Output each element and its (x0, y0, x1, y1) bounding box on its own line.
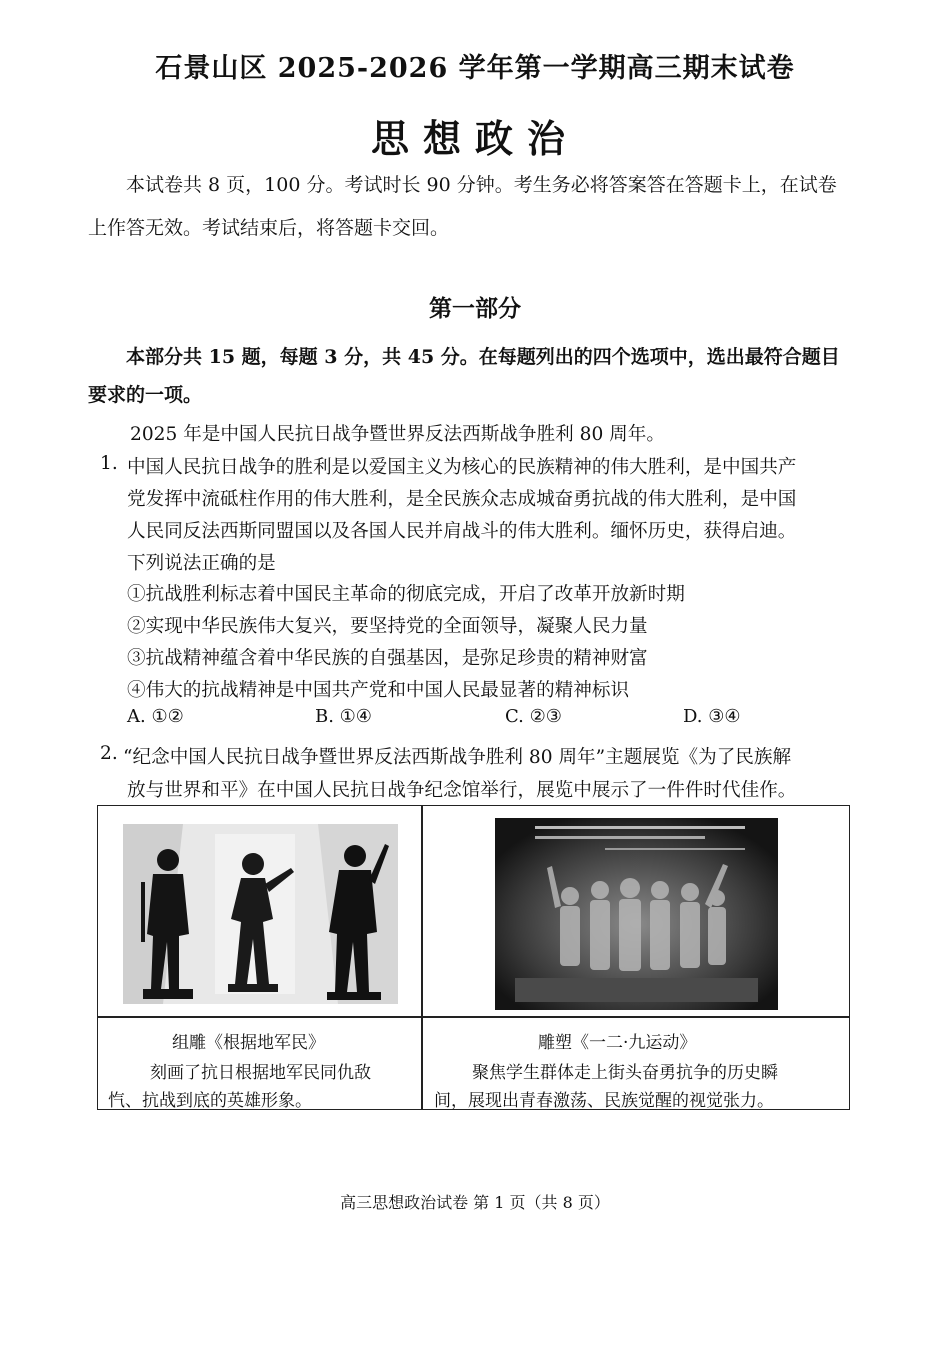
q1-item-2: ②实现中华民族伟大复兴，要坚持党的全面领导，凝聚人民力量 (127, 616, 648, 637)
right-artwork-title: 雕塑《一二·九运动》 (538, 1033, 697, 1053)
instructions-line-2: 上作答无效。考试结束后，将答题卡交回。 (88, 217, 450, 239)
left-artwork-desc-line-1: 刻画了抗日根据地军民同仇敌 (150, 1063, 371, 1083)
q1-stem-line-1: 中国人民抗日战争的胜利是以爱国主义为核心的民族精神的伟大胜利，是中国共产 (127, 457, 797, 478)
q1-item-1: ①抗战胜利标志着中国民主革命的彻底完成，开启了改革开放新时期 (127, 584, 685, 605)
left-artwork-desc-line-2: 忾、抗战到底的英雄形象。 (108, 1091, 312, 1111)
relief-sculpture-photo (495, 818, 778, 1010)
table-vertical-divider (421, 806, 423, 1109)
q1-stem-line-2: 党发挥中流砥柱作用的伟大胜利，是全民族众志成城奋勇抗战的伟大胜利，是中国 (127, 489, 797, 510)
q1-stem-line-3: 人民同反法西斯同盟国以及各国人民并肩战斗的伟大胜利。缅怀历史，获得启迪。 (127, 521, 797, 542)
instructions-line-1: 本试卷共 8 页，100 分。考试时长 90 分钟。考生务必将答案答在答题卡上，在试卷 (126, 174, 837, 196)
right-artwork-desc-line-1: 聚焦学生群体走上街头奋勇抗争的历史瞬 (472, 1063, 778, 1083)
artwork-table (97, 805, 850, 1110)
subject-title: 思想政治 (370, 116, 579, 161)
q1-option-d[interactable]: D. ③④ (683, 706, 741, 727)
q1-option-c[interactable]: C. ②③ (505, 706, 562, 727)
table-horizontal-divider (98, 1016, 849, 1018)
q1-stem-line-4: 下列说法正确的是 (127, 553, 276, 574)
page-footer: 高三思想政治试卷 第 1 页（共 8 页） (340, 1193, 610, 1212)
right-artwork-desc-line-2: 间，展现出青春激荡、民族觉醒的视觉张力。 (434, 1091, 774, 1111)
left-artwork-title: 组雕《根据地军民》 (172, 1033, 325, 1053)
question-context: 2025 年是中国人民抗日战争暨世界反法西斯战争胜利 80 周年。 (130, 424, 665, 445)
q1-item-3: ③抗战精神蕴含着中华民族的自强基因，是弥足珍贵的精神财富 (127, 648, 648, 669)
q2-stem-line-1: “纪念中国人民抗日战争暨世界反法西斯战争胜利 80 周年”主题展览《为了民族解 (123, 747, 792, 768)
section-heading: 第一部分 (429, 295, 521, 322)
part-intro-line-2: 要求的一项。 (88, 384, 203, 406)
q1-option-a[interactable]: A. ①② (127, 706, 184, 727)
exam-title: 石景山区 2025-2026 学年第一学期高三期末试卷 (155, 53, 795, 84)
q1-number: 1. (100, 453, 118, 474)
q1-option-b[interactable]: B. ①④ (315, 706, 372, 727)
q2-number: 2. (100, 743, 118, 764)
q1-item-4: ④伟大的抗战精神是中国共产党和中国人民最显著的精神标识 (127, 680, 630, 701)
part-intro-line-1: 本部分共 15 题，每题 3 分，共 45 分。在每题列出的四个选项中，选出最符合题目 (126, 346, 840, 368)
q2-stem-line-2: 放与世界和平》在中国人民抗日战争纪念馆举行，展览中展示了一件件时代佳作。 (127, 780, 797, 801)
sculpture-group-photo (123, 824, 398, 1004)
